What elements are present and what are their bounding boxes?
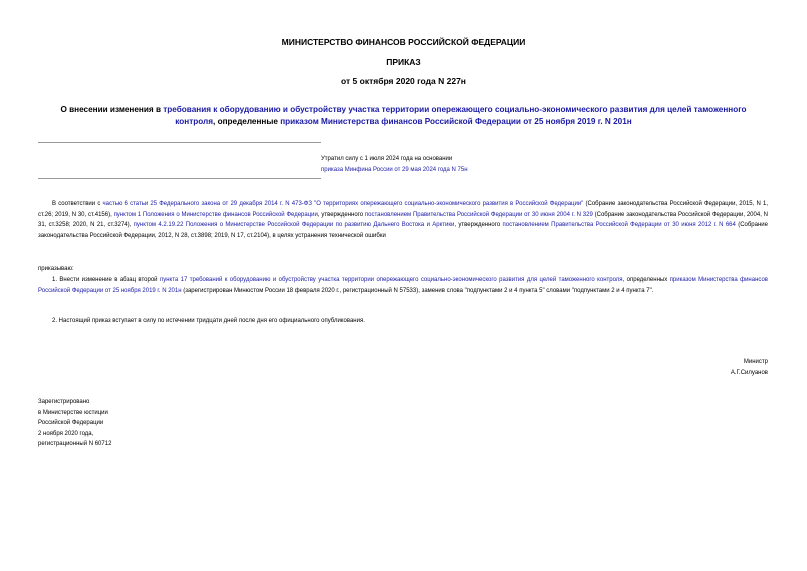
divider-top <box>38 142 321 143</box>
para2-text-2: , определенных <box>622 277 670 283</box>
preamble-paragraph <box>38 199 768 241</box>
para1-link-resolution-329[interactable]: постановлением Правительства Российской Федерации от 30 июня 2004 г. N 329 <box>364 211 593 218</box>
lost-force-note <box>321 154 501 176</box>
registration-line-3: Российской Федерации <box>38 420 104 426</box>
registration-block <box>38 397 238 450</box>
registration-line-5: регистрационный N 60712 <box>38 441 112 447</box>
clause-1-paragraph <box>38 275 768 296</box>
para1-text-4: (Собрание законодательства Российской Федерации, 2004, N 31, ст.3258; 2020, N 21, ст.3274), <box>38 211 768 228</box>
para2-link-item-17[interactable]: пункта 17 требований к оборудованию и обустройству участка территории опережающего социально-экономического развития для целей таможенного контроля <box>159 277 623 283</box>
lost-force-link[interactable]: приказа Минфина России от 29 мая 2024 года N 75н <box>321 167 468 173</box>
para1-text-6: (Собрание законодательства Российской Федерации, 2012, N 28, ст.3898; 2019, N 17, ст.2104), в целях устранения технической ошибки <box>38 222 768 239</box>
para1-text-2: (Собрание законодательства Российской Федерации, 2015, N 1, ст.26; 2019, N 30, ст.4156), <box>38 201 769 218</box>
signature-name: А.Г.Силуанов <box>730 369 768 376</box>
divider-bottom <box>38 178 321 179</box>
para1-text-3: , утвержденного <box>317 211 365 218</box>
signature-role: Министр <box>743 359 768 365</box>
para1-link-resolution-664[interactable]: постановлением Правительства Российской Федерации от 30 июня 2012 г. N 664 <box>502 222 736 228</box>
title-link-order-201n[interactable]: приказом Министерства финансов Российской Федерации от 25 ноября 2019 г. N 201н <box>280 117 632 126</box>
title-link-requirements[interactable]: требования к оборудованию и обустройству участка территории опережающего социально-экономического развития для целей таможенного контроля <box>163 105 747 126</box>
para2-text-3: (зарегистрирован Минюстом России 18 февраля 2020 г., регистрационный N 57533), заменив слова "подпунктами 2 и 4 пункта 5" словами "подпунктами 2 и 4 пункта 7". <box>181 287 654 294</box>
document-title <box>40 104 767 128</box>
order-heading: ПРИКАЗ <box>386 57 421 67</box>
clause-2-paragraph: 2. Настоящий приказ вступает в силу по истечении тридцати дней после дня его официального опубликования. <box>52 318 365 324</box>
ministry-heading: МИНИСТЕРСТВО ФИНАНСОВ РОССИЙСКОЙ ФЕДЕРАЦИИ <box>281 37 526 47</box>
order-date-number: от 5 октября 2020 года N 227н <box>341 76 466 86</box>
registration-line-1: Зарегистрировано <box>38 399 90 405</box>
title-text-2: , определенные <box>213 117 281 126</box>
para1-link-ministry-regulation[interactable]: пунктом 1 Положения о Министерстве финансов Российской Федерации <box>113 211 318 218</box>
para2-link-order-201n[interactable]: приказом Министерства финансов Российской Федерации от 25 ноября 2019 г. N 201н <box>38 277 768 294</box>
registration-line-4: 2 ноября 2020 года, <box>38 430 94 437</box>
registration-line-2: в Министерстве юстиции <box>38 409 108 416</box>
lost-force-text: Утратил силу с 1 июля 2024 года на основании <box>321 156 453 162</box>
signature-block <box>680 357 768 378</box>
para2-text-1: 1. Внести изменение в абзац второй <box>52 277 160 283</box>
para1-text-1: В соответствии с <box>52 201 103 207</box>
para1-text-5: , утвержденного <box>454 222 503 228</box>
para1-link-far-east-ministry[interactable]: пунктом 4.2.19.22 Положения о Министерстве Российской Федерации по развитию Дальнего Востока и Арктики <box>133 222 455 228</box>
title-text-1: О внесении изменения в <box>60 105 164 114</box>
order-word: приказываю: <box>38 266 74 272</box>
para1-link-federal-law[interactable]: частью 6 статьи 25 Федерального закона от 29 декабря 2014 г. N 473-ФЗ "О территориях опережающего социально-экономического развития в Российской Федерации" <box>102 201 584 207</box>
